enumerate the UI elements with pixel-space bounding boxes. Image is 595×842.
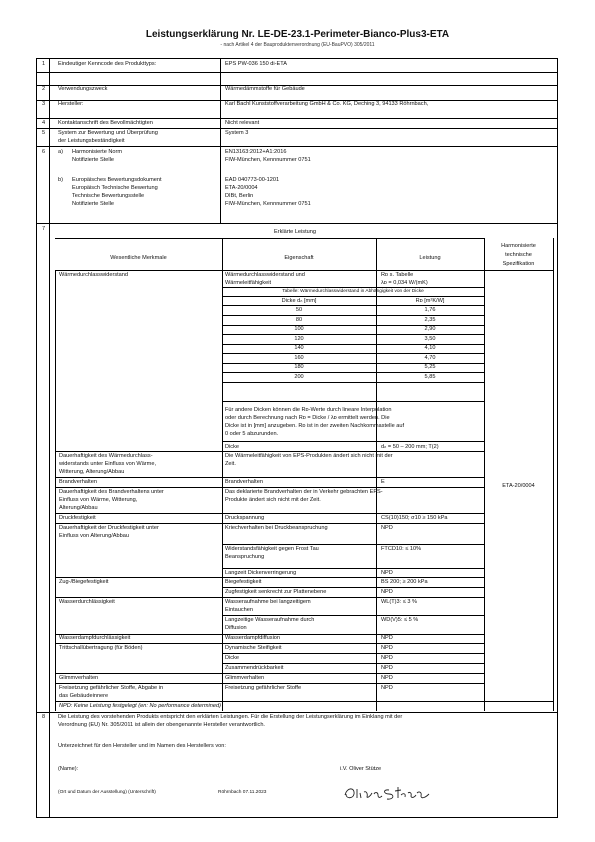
merged-text: Die Wärmeleitfähigkeit von EPS-Produkten ändert sich nicht mit der <box>225 453 393 459</box>
leistung: NPD <box>381 655 393 661</box>
resistance-cell: 4,10 <box>424 345 436 351</box>
merkmal: Wasserdampfdurchlässigkeit <box>59 635 131 641</box>
row-value: System 3 <box>225 130 249 136</box>
signed-for-text: Unterzeichnet für den Hersteller und im Namen des Herstellers von: <box>58 743 226 749</box>
eigenschaft: Diffusion <box>225 625 247 631</box>
eigenschaft: Zugfestigkeit senkrecht zur Plattenebene <box>225 589 327 595</box>
leistung: Rᴅ s. Tabelle <box>381 272 414 278</box>
document-subtitle: - nach Artikel 4 der Bauproduktenverordnung (EU-BauPVO) 305/2011 <box>220 42 375 48</box>
cell-line <box>222 441 484 442</box>
eigenschaft: Zusammendrückbarkeit <box>225 665 284 671</box>
merkmal: Brandverhalten <box>59 479 97 485</box>
interpolation-note: Dicke ist in [mm] anzugeben. Rᴅ ist in der zweiten Nachkommastelle auf <box>225 423 405 429</box>
row-value: EAD 040773-00-1201 <box>225 177 280 183</box>
interpolation-note: Für andere Dicken können die Rᴅ-Werte durch lineare Interpolation <box>225 407 392 413</box>
merkmal: das Gebäudeinnere <box>59 693 109 699</box>
merkmal: Einfluss von Wärme, Witterung, <box>59 497 138 503</box>
thickness-cell: 50 <box>295 307 303 313</box>
merkmal: Freisetzung gefährlicher Stoffe, Abgabe in <box>59 685 164 691</box>
row-label: Verwendungszweck <box>58 86 108 92</box>
row-value: Nicht relevant <box>225 120 260 126</box>
perf-table-top <box>55 238 485 239</box>
perf-left-border <box>55 270 56 711</box>
resistance-cell: 3,50 <box>424 335 436 342</box>
row-label: Kontaktanschrift des Bevollmächtigten <box>58 120 153 126</box>
resistance-cell: 2,35 <box>424 316 436 323</box>
interpolation-note: 0 oder 5 abzurunden. <box>225 431 279 437</box>
row-label: Notifizierte Stelle <box>72 157 114 163</box>
row-label: Harmonisierte Norm <box>72 149 123 155</box>
col-header-spec: Spezifikation <box>502 261 535 267</box>
row-label: Eindeutiger Kenncode des Produkttyps: <box>58 61 157 67</box>
resistance-cell: 2,90 <box>424 326 436 332</box>
place-date-value: Röhrnbach 07.11.2023 <box>218 790 267 795</box>
row-marker: b) <box>58 177 63 183</box>
row-value: Wärmedämmstoffe für Gebäude <box>225 86 305 92</box>
merkmal: Einfluss von Alterung/Abbau <box>59 533 129 539</box>
merged-text: Das deklarierte Brandverhalten der in Verkehr gebrachten EPS- <box>225 489 383 495</box>
eigenschaft: Wärmedurchlasswiderstand und <box>225 272 305 278</box>
cell-line <box>55 477 484 478</box>
eigenschaft: Wasserdampfdiffusion <box>225 635 281 641</box>
eigenschaft: Kriechverhalten bei Druckbeanspruchung <box>225 525 328 531</box>
label-value-divider <box>220 58 221 223</box>
eigenschaft: Wärmeleitfähigkeit <box>225 280 272 286</box>
leistung: NPD <box>381 570 393 576</box>
col-header-spec: Harmonisierte <box>501 243 536 249</box>
thickness-cell: 120 <box>294 335 304 342</box>
row-number: 7 <box>42 226 46 232</box>
leistung: E <box>381 479 385 485</box>
leistung: CS(10)150; σ10 ≥ 150 kPa <box>381 515 448 521</box>
thickness-cell: 160 <box>294 354 304 361</box>
row-number: 5 <box>42 130 46 136</box>
eigenschaft: Biegefestigkeit <box>225 579 262 585</box>
thickness-cell: 80 <box>295 316 303 323</box>
resistance-cell: 5,25 <box>424 364 436 370</box>
merkmal: Dauerhaftigkeit des Wärmedurchlass- <box>59 453 153 459</box>
row-value: FIW-München, Kennnummer 0751 <box>225 201 311 207</box>
leistung: NPD <box>381 525 393 531</box>
thickness-cell: 180 <box>294 364 304 370</box>
resistance-header: Rᴅ [m²K/W] <box>415 298 445 304</box>
row-marker: a) <box>58 149 63 155</box>
row-number: 4 <box>42 120 46 126</box>
eigenschaft: Dicke <box>225 444 239 450</box>
row-label: Technische Bewertungsstelle <box>72 193 145 199</box>
npd-footnote: NPD: Keine Leistung festgelegt (en: No performance determined) <box>59 703 221 709</box>
merkmal: Wasserdurchlässigkeit <box>59 599 115 605</box>
eigenschaft: Glimmverhalten <box>225 675 265 681</box>
merged-text: Produkte ändert sich nicht mit der Zeit. <box>225 497 321 503</box>
merkmal: Wärmedurchlasswiderstand <box>59 272 129 278</box>
leistung: NPD <box>381 675 393 681</box>
row-value: ETA-20/0004 <box>225 185 258 191</box>
col-header-leistung: Leistung <box>419 255 441 261</box>
resistance-cell: 1,76 <box>424 307 436 313</box>
row-number: 2 <box>42 86 46 92</box>
merkmal: Druckfestigkeit <box>59 515 96 521</box>
row-value: Karl Bachl Kunststoffverarbeitung GmbH & Co. KG, Deching 3, 94133 Röhrnbach, <box>225 101 429 107</box>
row-label: System zur Bewertung und Überprüfung <box>58 130 158 136</box>
eigenschaft: Dicke <box>225 655 239 661</box>
leistung: FTCD10: ≤ 10% <box>381 546 422 552</box>
row-separator <box>36 72 558 73</box>
row-label: Europäisch Technische Bewertung <box>72 185 158 191</box>
cell-line <box>222 382 484 383</box>
row-value: EN13163:2012+A1:2016 <box>225 149 287 155</box>
declaration-text: Die Leistung des vorstehenden Produkts entspricht den erklärten Leistungen. Für die Erstellung der Leistungserklärung im Einklang mit der <box>58 714 403 720</box>
merkmal: Dauerhaftigkeit der Druckfestigkeit unter <box>59 525 159 531</box>
place-date-label: (Ort und Datum der Ausstellung) (Unterschrift) <box>58 790 156 795</box>
merkmal: Alterung/Abbau <box>59 505 98 511</box>
leistung: dₙ = 50 – 200 mm; T(2) <box>381 444 439 450</box>
leistung: WD(V)5: ≤ 5 % <box>381 617 419 623</box>
eigenschaft: Dynamische Steifigkeit <box>225 645 282 651</box>
row-label: Notifizierte Stelle <box>72 201 114 207</box>
row-label: der Leistungsbeständigkeit <box>58 138 125 144</box>
thickness-header: Dicke dₙ [mm] <box>281 298 317 304</box>
merkmal: widerstands unter Einfluss von Wärme, <box>59 461 156 467</box>
leistung: NPD <box>381 635 393 641</box>
eigenschaft: Wasseraufnahme bei langzeitigem <box>225 599 311 605</box>
leistung: BS 200; ≥ 200 kPa <box>381 579 428 585</box>
thickness-table-caption: Tabelle: Wärmedurchlasswiderstand in Abhängigkeit von der Dicke <box>282 289 424 294</box>
leistung: NPD <box>381 645 393 651</box>
eigenschaft: Eintauchen <box>225 607 253 613</box>
row-number: 6 <box>42 149 46 155</box>
leistung: NPD <box>381 589 393 595</box>
perf-right-border <box>553 238 554 711</box>
col-header-spec: technische <box>505 252 532 258</box>
eigenschaft: Beanspruchung <box>225 554 265 560</box>
resistance-cell: 4,70 <box>424 354 436 361</box>
spec-value: ETA-20/0004 <box>502 483 535 489</box>
number-column-divider <box>49 58 50 818</box>
leistung-spec-divider <box>484 238 485 711</box>
resistance-cell: 5,85 <box>424 373 436 380</box>
row-value: FIW-München, Kennnummer 0751 <box>225 157 311 163</box>
row-number: 1 <box>42 61 46 67</box>
name-value: i.V. Oliver Stütze <box>340 766 382 772</box>
row-separator <box>36 223 558 224</box>
leistung: NPD <box>381 685 393 691</box>
document-title: Leistungserklärung Nr. LE-DE-23.1-Perimeter-Bianco-Plus3-ETA <box>145 29 450 40</box>
thickness-cell: 100 <box>294 326 304 332</box>
cell-line <box>55 673 484 674</box>
row-label: Hersteller: <box>58 101 84 107</box>
eigenschaft: Langzeitige Wasseraufnahme durch <box>225 617 315 623</box>
row-label: Europäisches Bewertungsdokument <box>72 177 162 183</box>
eigenschaft: Druckspannung <box>225 515 265 521</box>
eigenschaft: Langzeit Dickenverringerung <box>225 570 297 576</box>
row-separator <box>36 146 558 147</box>
thickness-cell: 140 <box>294 345 304 351</box>
merkmal: Glimmverhalten <box>59 675 99 681</box>
handwritten-signature <box>343 781 433 803</box>
performance-heading: Erklärte Leistung <box>274 229 316 235</box>
eigenschaft: Brandverhalten <box>225 479 263 485</box>
row-value: EPS PW-036 150 di-ETA <box>225 61 287 67</box>
merkmal: Zug-/Biegefestigkeit <box>59 579 109 585</box>
interpolation-note: oder durch Berechnung nach Rᴅ = Dicke / λᴅ ermittelt werden. Die <box>225 415 390 421</box>
merkmal: Witterung, Alterung/Abbau <box>59 469 125 475</box>
declaration-text: Verordnung (EU) Nr. 305/2011 ist allein der obengenannte Hersteller verantwortlich. <box>58 722 265 728</box>
merkmal: Dauerhaftigkeit des Brandverhaltens unter <box>59 489 164 495</box>
merkmal: Trittschallübertragung (für Böden) <box>59 645 143 651</box>
col-header-eigenschaft: Eigenschaft <box>284 255 314 261</box>
name-label: (Name): <box>58 766 79 772</box>
col-header-merkmal: Wesentliche Merkmale <box>110 255 167 261</box>
row-number: 8 <box>42 714 46 720</box>
thickness-cell: 200 <box>294 373 304 380</box>
leistung: NPD <box>381 665 393 671</box>
eigenschaft: Freisetzung gefährlicher Stoffe <box>225 685 302 691</box>
leistung: WL(T)3: ≤ 3 % <box>381 599 418 605</box>
eigenschaft: Widerstandsfähigkeit gegen Frost Tau <box>225 546 319 552</box>
cell-line <box>222 401 484 402</box>
merged-text: Zeit. <box>225 461 236 467</box>
row-number: 3 <box>42 101 46 107</box>
leistung: λᴅ = 0,034 W/(mK) <box>381 280 428 286</box>
cell-line <box>222 653 484 654</box>
row-value: DIBt, Berlin <box>225 193 254 199</box>
